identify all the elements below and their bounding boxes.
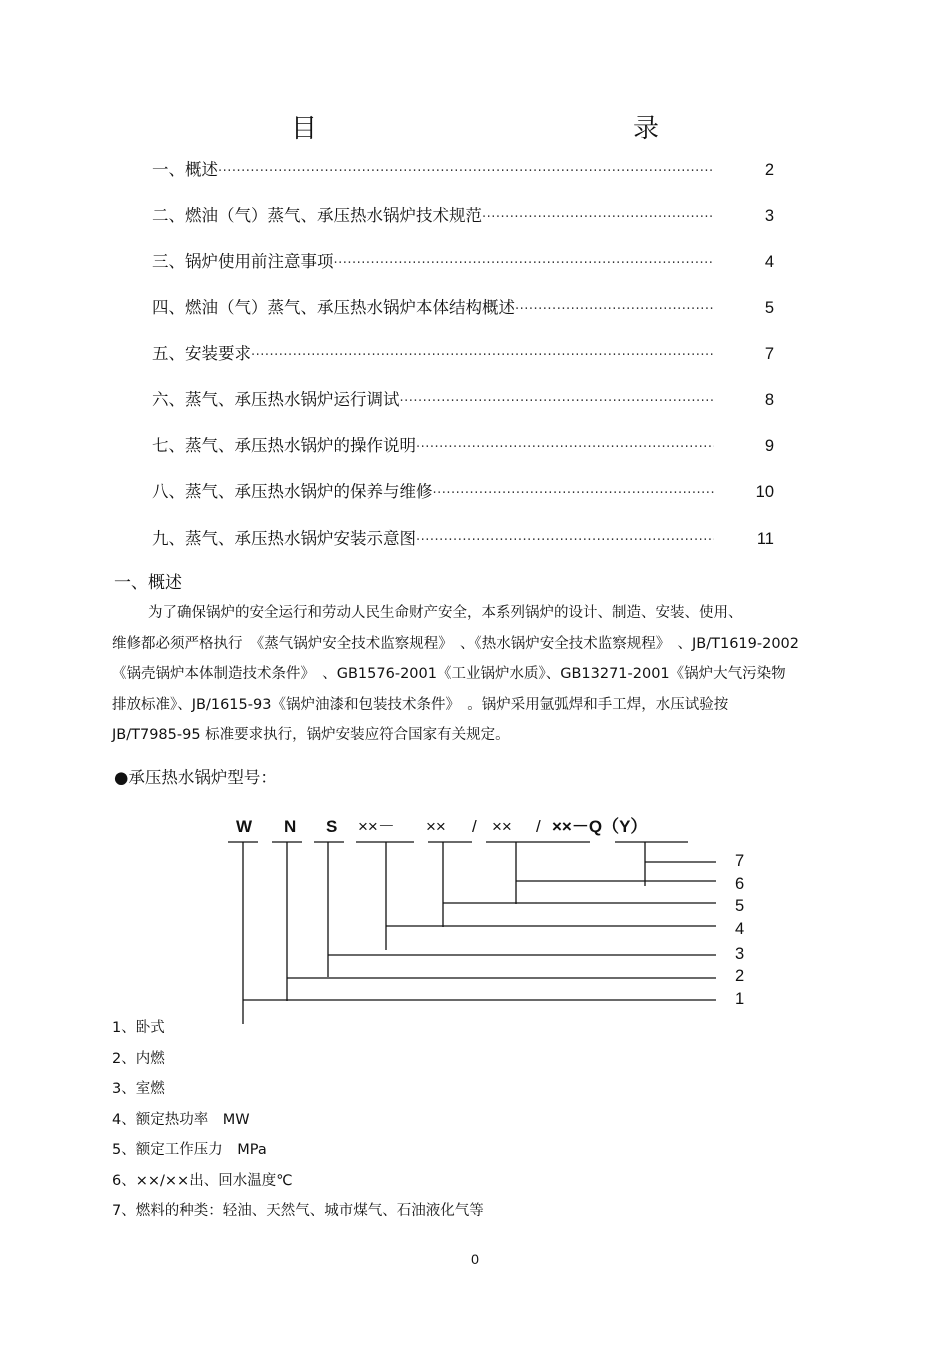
diagram-number-7: 7	[735, 852, 745, 870]
toc-entry-page: 3	[764, 207, 774, 225]
toc-leader-dots	[400, 394, 715, 409]
legend-item: 2、内燃	[112, 1050, 165, 1067]
toc-entry[interactable]	[152, 386, 792, 432]
page-title: 目 录	[290, 114, 747, 144]
toc-leader-dots	[433, 486, 715, 501]
toc-entry[interactable]	[152, 156, 792, 202]
toc-entry-page: 4	[764, 253, 774, 271]
toc-entry[interactable]	[152, 294, 792, 340]
model-legend	[112, 1016, 484, 1230]
toc-leader-dots	[482, 210, 714, 225]
toc-leader-dots	[416, 440, 714, 455]
table-of-contents	[152, 156, 792, 571]
code-part-slash: /	[536, 817, 541, 836]
toc-entry-label: 三、锅炉使用前注意事项	[152, 252, 334, 271]
toc-entry-label: 一、概述	[152, 160, 218, 179]
model-heading: ●承压热水锅炉型号：	[114, 768, 277, 787]
diagram-number-4: 4	[735, 920, 745, 938]
page-number: 0	[471, 1251, 479, 1267]
toc-entry-label: 九、蒸气、承压热水锅炉安装示意图	[152, 529, 416, 548]
legend-item: 7、燃料的种类：轻油、天然气、城市煤气、石油液化气等	[112, 1203, 484, 1219]
code-part-return-temp-fuel: ××－Q（Y）	[552, 817, 648, 836]
diagram-number-2: 2	[735, 967, 745, 985]
overview-paragraph	[112, 598, 840, 751]
toc-entry[interactable]	[152, 248, 792, 294]
paragraph-line: 维修都必须严格执行 《蒸气锅炉安全技术监察规程》 、《热水锅炉安全技术监察规程》 、JB/T1619-2002	[112, 635, 799, 652]
legend-item: 4、额定热功率 MW	[112, 1111, 250, 1128]
toc-entry-page: 8	[764, 391, 774, 409]
toc-entry-label: 六、蒸气、承压热水锅炉运行调试	[152, 390, 400, 409]
paragraph-line: JB/T7985-95 标准要求执行，锅炉安装应符合国家有关规定。	[112, 727, 510, 743]
toc-entry-label: 五、安装要求	[152, 344, 251, 363]
toc-entry[interactable]	[152, 432, 792, 478]
legend-item: 1、卧式	[112, 1020, 165, 1036]
toc-leader-dots	[416, 533, 714, 548]
code-part-outlet-temp: ××	[492, 817, 512, 836]
toc-entry[interactable]	[152, 202, 792, 248]
toc-entry-page: 5	[764, 299, 774, 317]
code-part-w: W	[236, 817, 253, 836]
toc-entry-page: 7	[764, 345, 774, 363]
toc-entry-page: 9	[764, 437, 774, 455]
toc-leader-dots	[251, 348, 714, 363]
paragraph-line: 排放标准》、JB/1615-93《锅炉油漆和包装技术条件》 。锅炉采用氩弧焊和手工焊，水压试验按	[112, 696, 729, 713]
code-part-s: S	[326, 817, 338, 836]
toc-entry-page: 2	[764, 161, 774, 179]
code-part-n: N	[284, 817, 297, 836]
toc-entry-label: 二、燃油（气）蒸气、承压热水锅炉技术规范	[152, 206, 482, 225]
diagram-number-1: 1	[735, 990, 745, 1008]
toc-entry-label: 七、蒸气、承压热水锅炉的操作说明	[152, 436, 416, 455]
paragraph-line: 《锅壳锅炉本体制造技术条件》 、GB1576-2001《工业锅炉水质》、GB13271-2001《锅炉大气污染物	[112, 666, 786, 682]
code-part-slash: /	[472, 817, 477, 836]
legend-item: 5、额定工作压力 MPa	[112, 1142, 267, 1158]
paragraph-line: 为了确保锅炉的安全运行和劳动人民生命财产安全，本系列锅炉的设计、制造、安装、使用、	[148, 605, 743, 621]
legend-item: 3、室燃	[112, 1081, 165, 1097]
toc-leader-dots	[334, 256, 715, 271]
diagram-number-6: 6	[735, 875, 745, 893]
toc-entry[interactable]	[152, 478, 792, 525]
legend-item: 6、××/××出、回水温度℃	[112, 1172, 293, 1189]
toc-entry-label: 四、燃油（气）蒸气、承压热水锅炉本体结构概述	[152, 298, 515, 317]
toc-entry-label: 八、蒸气、承压热水锅炉的保养与维修	[152, 482, 433, 501]
toc-entry[interactable]	[152, 340, 792, 386]
code-part-power: ××－	[358, 817, 395, 836]
toc-leader-dots	[218, 164, 714, 179]
section-heading: 一、概述	[114, 573, 182, 593]
toc-entry-page: 10	[755, 483, 774, 501]
diagram-number-5: 5	[735, 897, 745, 915]
toc-leader-dots	[515, 302, 714, 317]
toc-entry[interactable]	[152, 525, 792, 571]
code-part-pressure: ××	[426, 817, 446, 836]
diagram-number-3: 3	[735, 945, 745, 963]
toc-entry-page: 11	[756, 530, 774, 548]
